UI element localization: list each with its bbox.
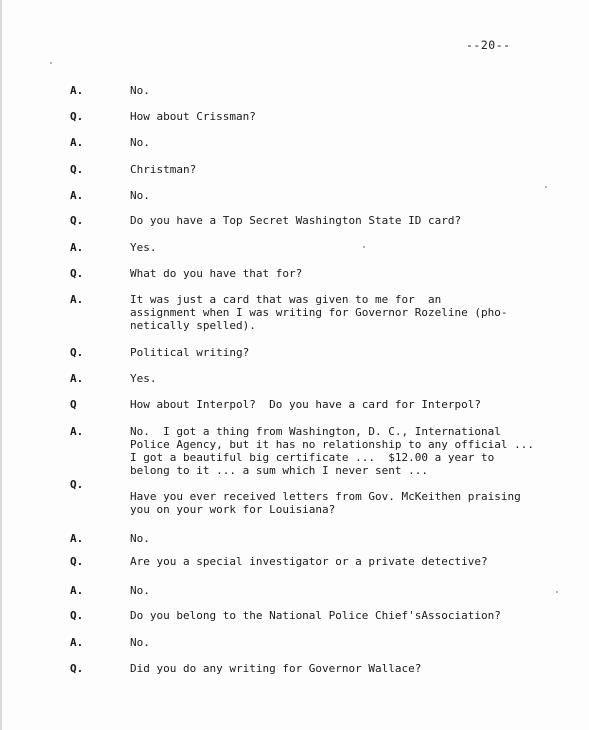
speaker-label: A. [70,425,84,438]
exchange-text: Are you a special investigator or a private detective? [130,555,488,568]
speaker-label: Q. [70,110,84,123]
exchange-text: No. [130,189,150,202]
page-number: --20-- [466,38,511,52]
speaker-label: A. [70,293,84,306]
speaker-label: Q. [70,214,84,227]
scan-edge [0,0,2,730]
exchange-text: No. [130,636,150,649]
speaker-label: A. [70,372,84,385]
speaker-label: Q. [70,163,84,176]
exchange-text: Have you ever received letters from Gov. McKeithen praising you on your work for Louisiana? [130,490,521,516]
exchange-text: How about Interpol? Do you have a card for Interpol? [130,398,481,411]
exchange-text: No. [130,84,150,97]
speaker-label: Q [70,398,77,411]
scan-speck [50,62,52,64]
exchange-text: No. [130,584,150,597]
speaker-label: Q. [70,267,84,280]
scan-speck [363,246,365,248]
speaker-label: Q. [70,662,84,675]
speaker-label: Q. [70,609,84,622]
exchange-text: Christman? [130,163,197,176]
exchange-text: What do you have that for? [130,267,303,280]
exchange-text: Yes. [130,372,157,385]
speaker-label: Q. [70,555,84,568]
speaker-label: A. [70,241,84,254]
exchange-text: No. [130,532,150,545]
exchange-text: No. [130,136,150,149]
exchange-text: Do you belong to the National Police Chief'sAssociation? [130,609,501,622]
speaker-label: A. [70,84,84,97]
speaker-label: A. [70,532,84,545]
exchange-text: It was just a card that was given to me for an assignment when I was writing for Governor Rozeline (pho- netically spelled). [130,293,508,332]
speaker-label: A. [70,584,84,597]
speaker-label: Q. [70,478,84,491]
exchange-text: No. I got a thing from Washington, D. C., International Police Agency, but it has no relationship to any official ... I got a beautiful big certificate ... $12.00 a year to belong to it ... a sum which I never sent ... [130,425,534,477]
speaker-label: A. [70,636,84,649]
exchange-text: Political writing? [130,346,250,359]
exchange-text: Did you do any writing for Governor Wallace? [130,662,422,675]
speaker-label: A. [70,189,84,202]
speaker-label: Q. [70,346,84,359]
speaker-label: A. [70,136,84,149]
scan-speck [556,591,558,593]
scan-speck [545,186,547,188]
exchange-text: Yes. [130,241,157,254]
exchange-text: How about Crissman? [130,110,256,123]
exchange-text: Do you have a Top Secret Washington State ID card? [130,214,462,227]
